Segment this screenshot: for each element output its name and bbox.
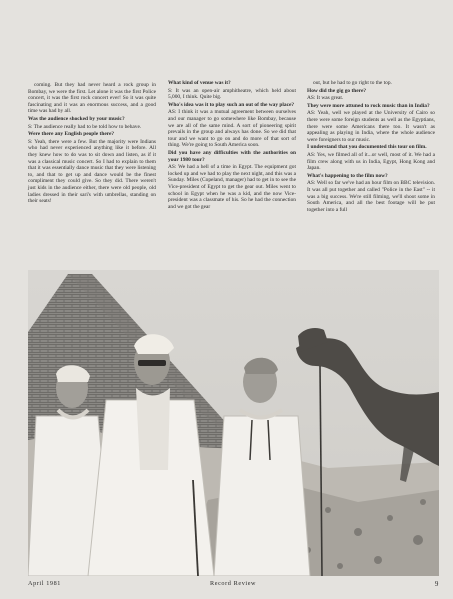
interview-question: How did the gig go there? <box>307 87 367 94</box>
interview-answer: AS: Yeah, well we played at the University of Cairo so there were some foreign students as well as the Egyptians, there were some Americans there too. It wasn't as appealing as playing in India, where the whole audience were foreigners to our music. <box>307 110 435 143</box>
text-column-3 <box>307 80 435 214</box>
interview-answer: coming. But they had never heard a rock group in Bombay, we were the first. Let alone it was the first Police concert, it was the first rock concert ever! So it was quite fascinating and it was an enormous success, and a good time was had by all. <box>28 82 156 115</box>
text-column-1 <box>28 82 156 206</box>
interview-answer: AS: I think it was a mutual agreement between ourselves and our manager to go somewhere like Bombay, because we are all of the same mind. A sort of pioneering spirit prevails in the group and always has done. So we did that tour and we want to go on and do more of that sort of thing. We're going to South America soon. <box>168 109 296 149</box>
interview-question: Who's idea was it to play such an out of the way place? <box>168 101 295 108</box>
interview-question: Were there any English people there? <box>28 131 115 138</box>
interview-question: I understand that you documented this tour on film. <box>307 144 427 151</box>
interview-answer: S: The audience really had to be told how to behave. <box>28 123 142 130</box>
band-photo-pyramid <box>28 270 439 576</box>
issue-date: April 1981 <box>28 580 61 587</box>
magazine-name: Record Review <box>210 580 257 587</box>
page-number: 9 <box>434 580 439 588</box>
interview-question: Was the audience shocked by your music? <box>28 115 125 122</box>
interview-question: What's happening to the film now? <box>307 172 388 179</box>
photo-illustration <box>28 270 439 576</box>
interview-answer: AS: We had a hell of a time in Egypt. The equipment got locked up and we had to play the next night, and this was a Sunday. Miles (Copeland, manager) had to get in to see the Vice-president of Egypt to get the gear out. Miles went to school in Egypt when he was a kid, and the now Vice-president was a classmate of his. So he had the connection and we got the gear <box>168 164 296 210</box>
interview-answer: S: Yeah, there were a few. But the majority were Indians who had never experienced anything like it before. All they knew how to do was to sit down and listen, as if it was a classical music concert. So I had to explain to them that it was essentially dance music that they were listening to, and that to get up and dance would be the finest compliment they could give. So they did. There weren't just kids in the audience either, there were old people, old ladies dressed in their sari's with umbrellas, standing on their seats! <box>28 138 156 205</box>
interview-answer: S: It was an open-air amphitheatre, which held about 5,000, I think. Quite big. <box>168 87 296 101</box>
text-column-2 <box>168 80 296 211</box>
interview-answer: AS: Well so far we've had an hour film on BBC television. It was all put together and called "Police in the East" -- it was a big success. We're still filming, we'll shoot some in South America, and all the best footage will be put together into a full <box>307 180 435 213</box>
interview-answer: out, but he had to go right to the top. <box>313 80 392 86</box>
interview-answer: AS: Yes, we filmed all of it...or well, most of it. We had a film crew along with us in India, Egypt, Hong Kong and Japan. <box>307 151 435 172</box>
interview-question: Did you have any difficulties with the authorities on your 1980 tour? <box>168 149 296 163</box>
interview-question: What kind of venue was it? <box>168 80 231 86</box>
interview-answer: AS: It was great. <box>307 95 344 102</box>
interview-question: They were more attuned to rock music than in India? <box>307 102 430 109</box>
